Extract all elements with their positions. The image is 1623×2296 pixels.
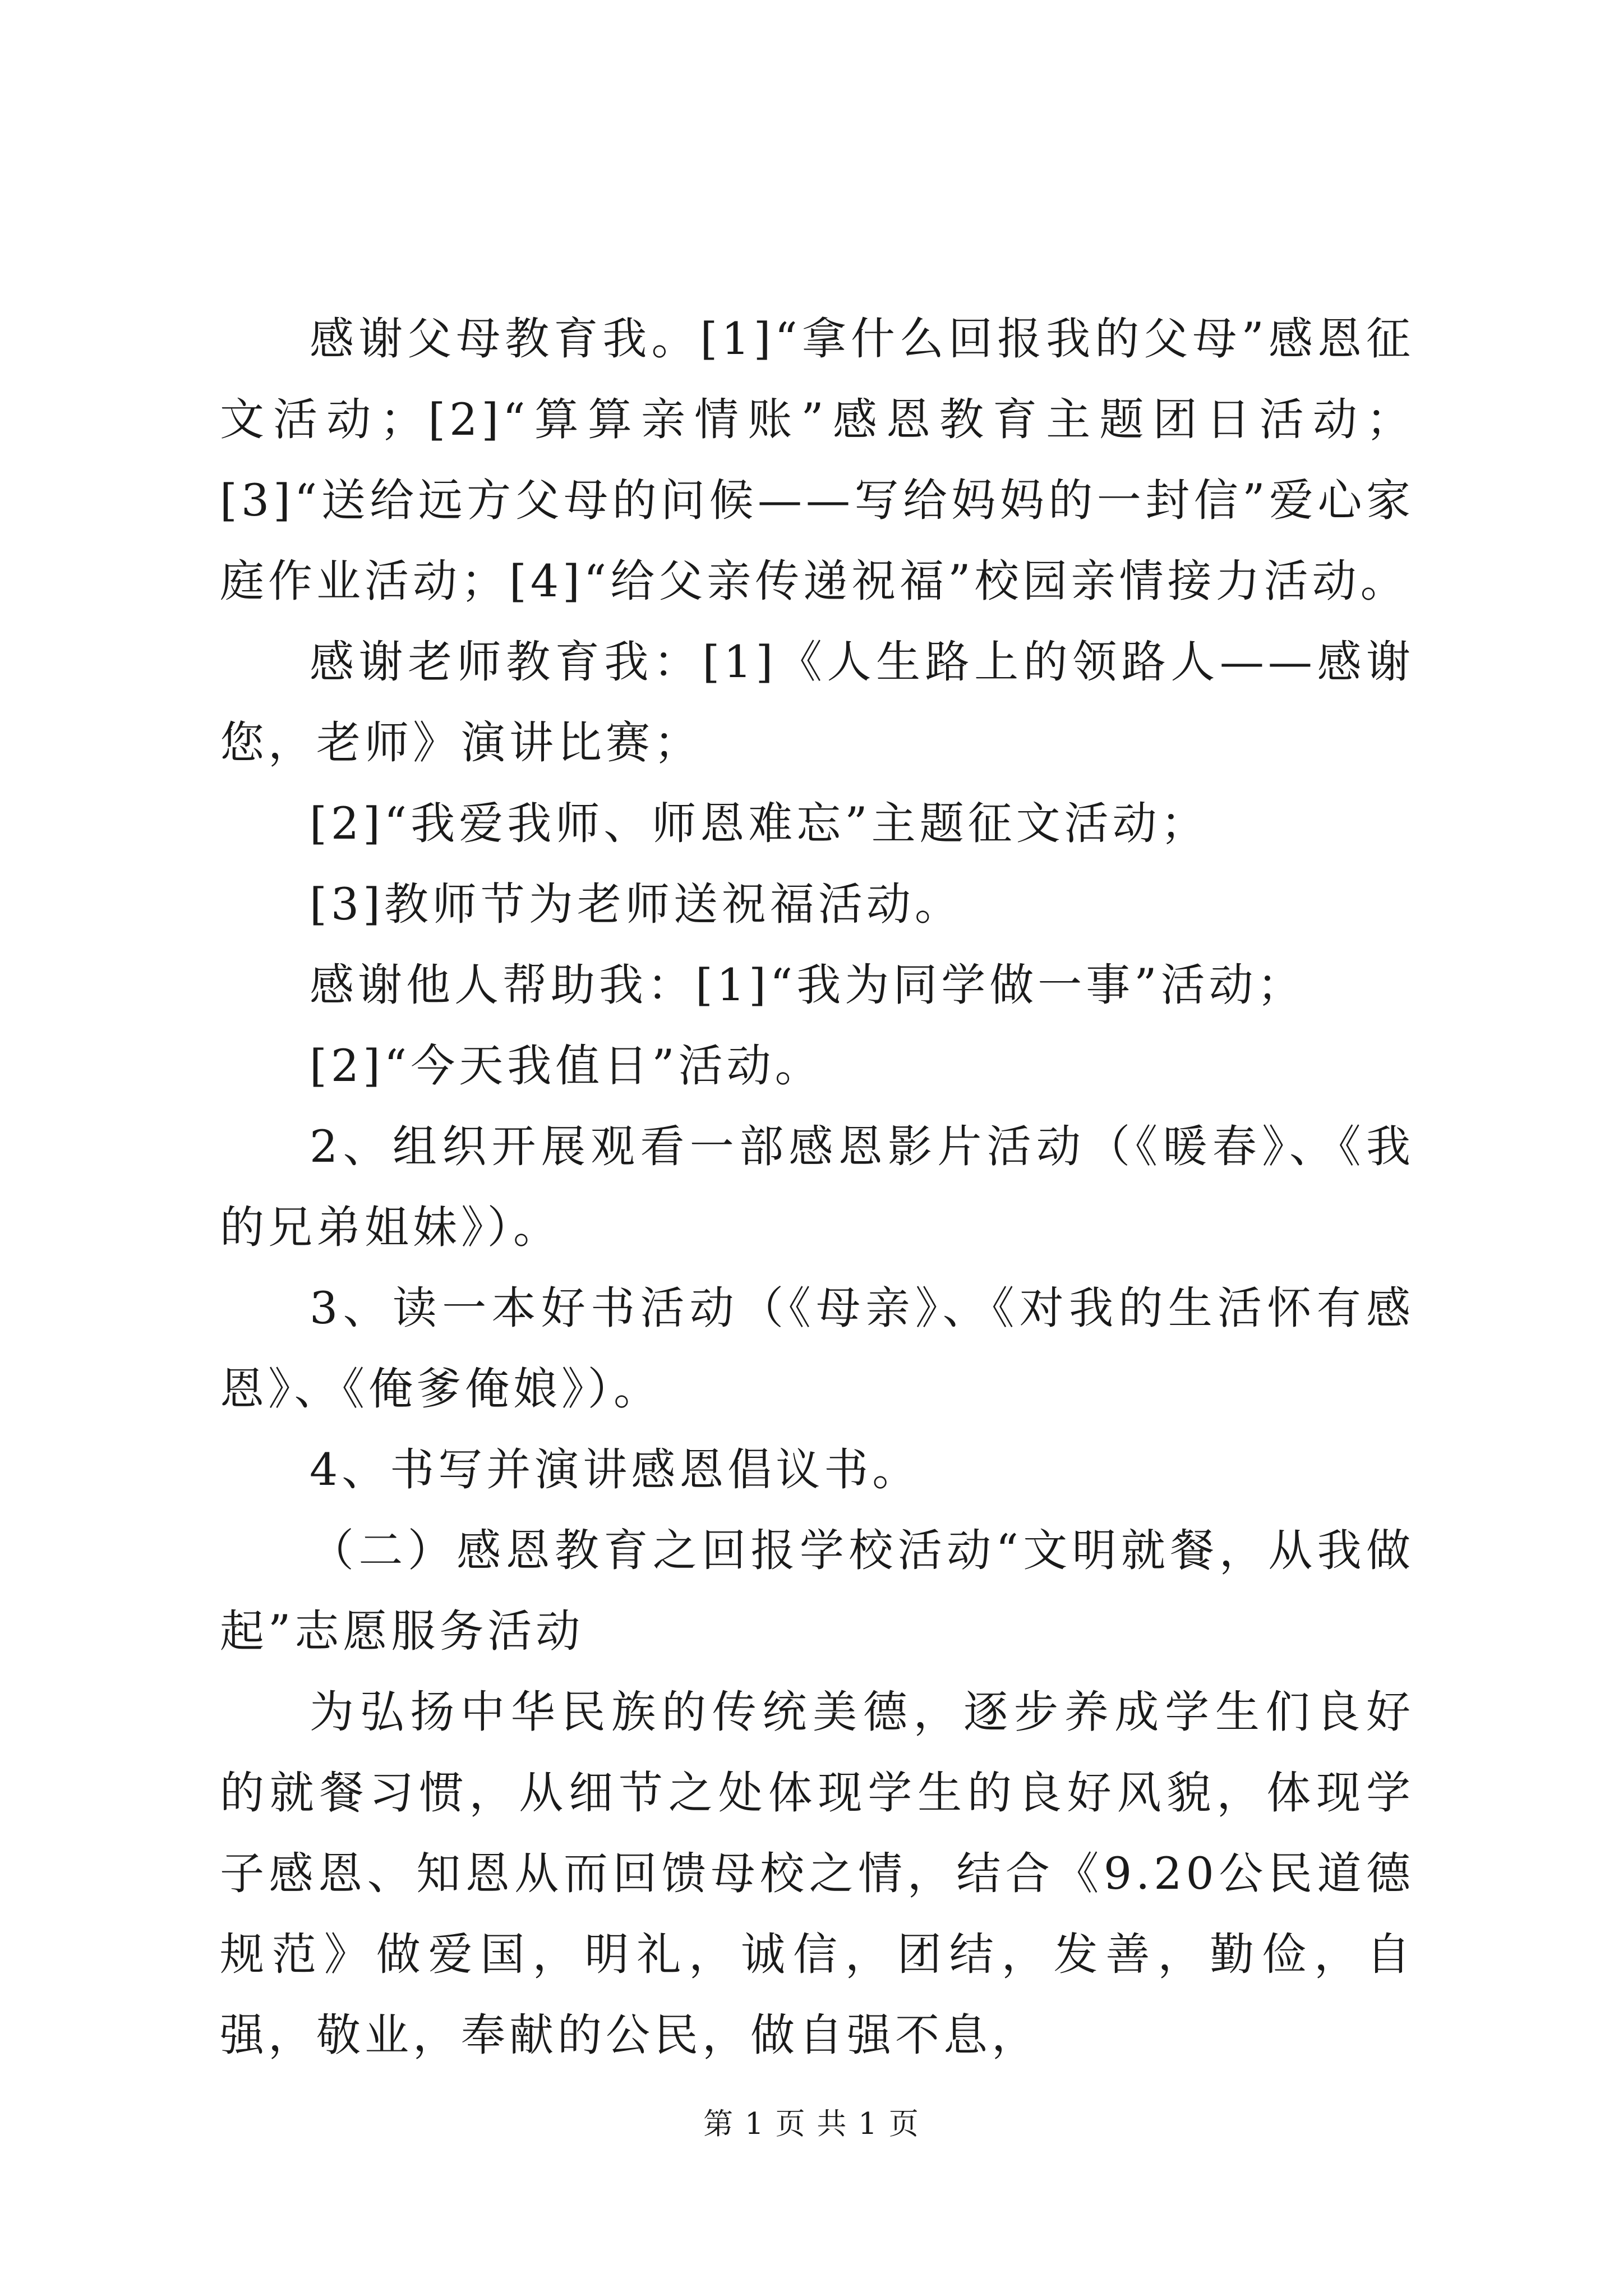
- paragraph-book-activity: 3、读一本好书活动（《母亲》、《对我的生活怀有感恩》、《俺爹俺娘》）。: [220, 1282, 1414, 1415]
- paragraph-teacher-day: [3]教师节为老师送祝福活动。: [310, 878, 963, 930]
- section-heading-school: （二）感恩教育之回报学校活动“文明就餐，从我做起”志愿服务活动: [220, 1525, 1414, 1657]
- paragraph-thank-teachers: 感谢老师教育我：[1]《人生路上的领路人——感谢您，老师》演讲比赛；: [220, 636, 1414, 769]
- document-body: [220, 298, 1414, 2076]
- paragraph-thank-others: 感谢他人帮助我：[1]“我为同学做一事”活动；: [310, 959, 1306, 1011]
- paragraph-film-activity: 2、组织开展观看一部感恩影片活动（《暖春》、《我的兄弟姐妹》）。: [220, 1121, 1414, 1253]
- paragraph-teacher-essay: [2]“我爱我师、师恩难忘”主题征文活动；: [310, 798, 1209, 849]
- paragraph-proposal: 4、书写并演讲感恩倡议书。: [310, 1444, 921, 1496]
- paragraph-dining-intro: 为弘扬中华民族的传统美德，逐步养成学生们良好的就餐习惯，从细节之处体现学生的良好风貌，体现学子感恩、知恩从而回馈母校之情，结合《9.20公民道德规范》做爱国，明礼，诚信，团结，发善，勤俭，自强，敬业，奉献的公民，做自强不息，: [220, 1686, 1414, 2061]
- paragraph-thank-parents: 感谢父母教育我。[1]“拿什么回报我的父母”感恩征文活动；[2]“算算亲情账”感恩教育主题团日活动；[3]“送给远方父母的问候——写给妈妈的一封信”爱心家庭作业活动；[4]“给父亲传递祝福”校园亲情接力活动。: [220, 313, 1414, 607]
- paragraph-duty-day: [2]“今天我值日”活动。: [310, 1040, 823, 1092]
- page-footer: 第 1 页 共 1 页: [703, 2107, 920, 2141]
